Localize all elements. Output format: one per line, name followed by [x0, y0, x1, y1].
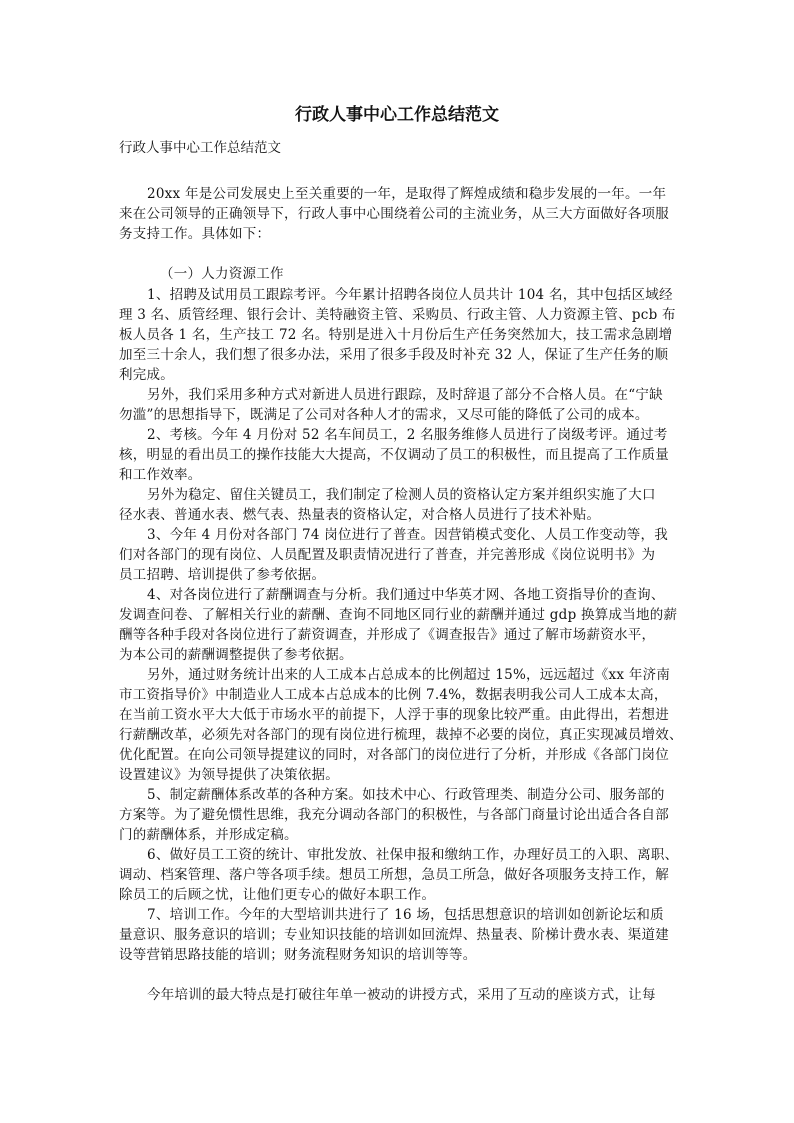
paragraph-line: 径水表、普通水表、燃气表、热量表的资格认定，对合格人员进行了技术补贴。 — [119, 507, 601, 523]
paragraph-line: 1、招聘及试用员工跟踪考评。今年累计招聘各岗位人员共计 104 名，其中包括区域经 — [147, 287, 673, 303]
paragraph-line: 5、制定薪酬体系改革的各种方案。如技术中心、行政管理类、制造分公司、服务部的 — [147, 787, 665, 803]
paragraph-line: 另外为稳定、留住关键员工，我们制定了检测人员的资格认定方案并组织实施了大口 — [147, 487, 656, 503]
paragraph-line: 行薪酬改革，必须先对各部门的现有岗位进行梳理，裁掉不必要的岗位，真正实现减员增效、 — [119, 727, 683, 743]
paragraph-line: 7、培训工作。今年的大型培训共进行了 16 场，包括思想意识的培训如创新论坛和质 — [147, 907, 664, 923]
document-subtitle: 行政人事中心工作总结范文 — [119, 140, 281, 156]
paragraph-line: 另外，我们采用多种方式对新进人员进行跟踪，及时辞退了部分不合格人员。在“宁缺 — [147, 387, 663, 403]
paragraph-line: 3、今年 4 月份对各部门 74 岗位进行了普查。因营销模式变化、人员工作变动等，我 — [147, 527, 669, 543]
paragraph-line: 今年培训的最大特点是打破往年单一被动的讲授方式，采用了互动的座谈方式，让每 — [147, 987, 656, 1003]
paragraph-line: 核，明显的看出员工的操作技能大大提高，不仅调动了员工的积极性，而且提高了工作质量 — [119, 447, 669, 463]
paragraph-line: 设等营销思路技能的培训；财务流程财务知识的培训等等。 — [119, 947, 477, 963]
paragraph-line: 另外，通过财务统计出来的人工成本占总成本的比例超过 15%，远远超过《xx 年济南 — [147, 667, 671, 683]
paragraph-line: 理 3 名、质管经理、银行会计、美特融资主管、采购员、行政主管、人力资源主管、pcb 布 — [119, 307, 676, 323]
paragraph-line: 市工资指导价》中制造业人工成本占总成本的比例 7.4%，数据表明我公司人工成本太高， — [119, 687, 668, 703]
paragraph-line: 2、考核。今年 4 月份对 52 名车间员工，2 名服务维修人员进行了岗级考评。通过考 — [147, 427, 668, 443]
paragraph-line: 来在公司领导的正确领导下，行政人事中心围绕着公司的主流业务，从三大方面做好各项服 — [119, 206, 669, 222]
paragraph-line: 方案等。为了避免惯性思维，我充分调动各部门的积极性，与各部门商量讨论出适合各自部 — [119, 807, 669, 823]
paragraph-line: 量意识、服务意识的培训；专业知识技能的培训如回流焊、热量表、阶梯计费水表、渠道建 — [119, 927, 669, 943]
paragraph-line: 勿滥”的思想指导下，既满足了公司对各种人才的需求，又尽可能的降低了公司的成本。 — [119, 407, 649, 423]
paragraph-line: 和工作效率。 — [119, 467, 202, 483]
paragraph-line: （一）人力资源工作 — [160, 266, 284, 282]
paragraph-line: 优化配置。在向公司领导提建议的同时，对各部门的岗位进行了分析，并形成《各部门岗位 — [119, 747, 669, 763]
paragraph-line: 除员工的后顾之忧，让他们更专心的做好本职工作。 — [119, 887, 436, 903]
paragraph-line: 在当前工资水平大大低于市场水平的前提下，人浮于事的现象比较严重。由此得出，若想进 — [119, 707, 669, 723]
paragraph-line: 们对各部门的现有岗位、人员配置及职责情况进行了普查，并完善形成《岗位说明书》为 — [119, 547, 656, 563]
paragraph-line: 酬等各种手段对各岗位进行了薪资调查，并形成了《调查报告》通过了解市场薪资水平， — [119, 627, 656, 643]
paragraph-line: 加至三十余人，我们想了很多办法，采用了很多手段及时补充 32 人，保证了生产任务的顺 — [119, 347, 669, 363]
paragraph-line: 设置建议》为领导提供了决策依据。 — [119, 767, 339, 783]
paragraph-line: 员工招聘、培训提供了参考依据。 — [119, 567, 326, 583]
paragraph-line: 4、对各岗位进行了薪酬调查与分析。我们通过中华英才网、各地工资指导价的查询、 — [147, 587, 665, 603]
paragraph-line: 门的薪酬体系，并形成定稿。 — [119, 827, 298, 843]
paragraph-line: 为本公司的薪酬调整提供了参考依据。 — [119, 647, 353, 663]
paragraph-line: 6、做好员工工资的统计、审批发放、社保申报和缴纳工作，办理好员工的入职、离职、 — [147, 847, 679, 863]
paragraph-line: 调动、档案管理、落户等各项手续。想员工所想，急员工所急，做好各项服务支持工作，解 — [119, 867, 669, 883]
paragraph-line: 发调查问卷、了解相关行业的薪酬、查询不同地区同行业的薪酬并通过 gdp 换算成当地的薪 — [119, 607, 678, 623]
paragraph-line: 务支持工作。具体如下： — [119, 226, 271, 242]
paragraph-line: 20xx 年是公司发展史上至关重要的一年，是取得了辉煌成绩和稳步发展的一年。一年 — [147, 186, 667, 202]
paragraph-line: 利完成。 — [119, 367, 174, 383]
paragraph-line: 板人员各 1 名，生产技工 72 名。特别是进入十月份后生产任务突然加大，技工需求急剧增 — [119, 327, 673, 343]
document-title: 行政人事中心工作总结范文 — [295, 105, 499, 125]
